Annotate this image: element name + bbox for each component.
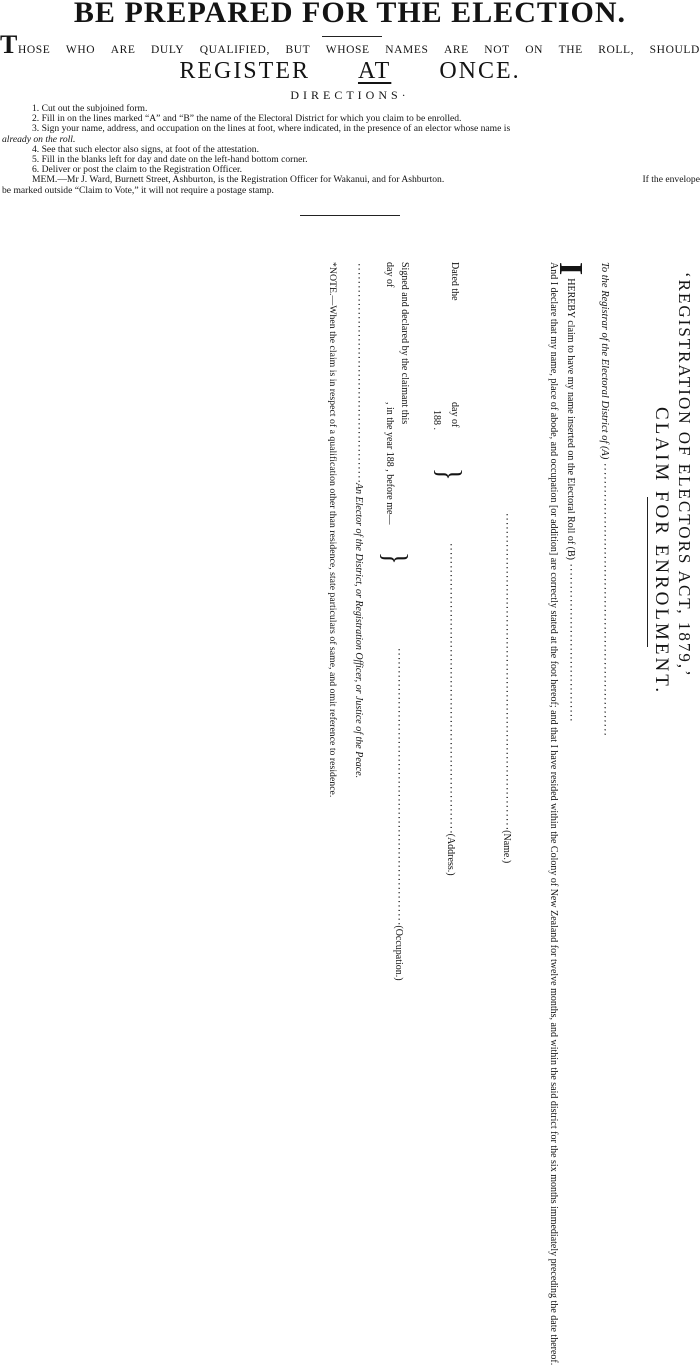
qualified-line [0,30,700,59]
hereby-line [552,262,589,957]
heading-rule [322,36,382,37]
declaration-text: And I declare that my name, place of abode, and occupation [or addition] are correctly stated at the foot hereof; and that I have resided within the Colony of New Zealand for twelve months, and within the said district for the six months immediately preceding the date thereof. [548,262,559,1365]
dated-label: Dated the [449,262,460,301]
direction-item: already on the roll. [2,134,76,145]
memo-text: If the envelope [642,174,700,186]
register-word: ONCE. [439,58,521,84]
direction-item: 4. See that such elector also signs, at foot of the attestation. [32,144,259,155]
directions-list [2,104,700,196]
line1-word: ROLL, [598,44,635,56]
line1-word: DULY [151,44,185,56]
register-word: AT [357,58,392,84]
day-of-label: day of [449,402,460,428]
name-line [501,512,512,863]
drop-cap: T [0,30,18,59]
dotted-line: ···································· [565,562,575,722]
line1-word: ARE [443,44,469,56]
headline: BE PREPARED FOR THE ELECTION. [73,0,627,29]
claim-form [88,262,700,1365]
footnote: *NOTE.—When the claim is in respect of a qualification other than residence, state particulars of same, and omit reference to residence. [327,262,338,798]
occupation-line [393,647,404,981]
direction-item: 5. Fill in the blanks left for day and date on the left-hand bottom corner. [32,155,308,166]
memo-text: MEM.—Mr J. Ward, Burnett Street, Ashburton, is the Registration Officer for Wakanui, and for Ashburton. [32,174,445,186]
dotted-line: ·················································· [353,262,363,483]
drop-cap-i: I [552,262,589,276]
line1-word: ARE [110,44,136,56]
dotted-line: ······························································· [393,647,403,926]
address-label: (Address.) [445,833,456,876]
occupation-label: (Occupation.) [393,925,404,981]
line1-word: BUT [285,44,311,56]
elector-text: An Elector of the District, or Registration Officer, or Justice of the Peace. [353,482,364,779]
signed-line: Signed and declared by the claimant this [399,262,410,425]
elector-line [353,262,364,778]
claim-title: CLAIM FOR ENROLMENT. [651,407,672,696]
to-registrar-line [599,262,610,736]
dotted-line: ·································································· [445,542,455,834]
brace-icon: } [430,468,469,481]
address-line [445,542,456,876]
line1-word: SHOULD [649,44,700,56]
line1-word: WHO [65,44,96,56]
act-title: ‘REGISTRATION OF ELECTORS ACT, 1879,’ [675,272,694,678]
line1-word: THE [558,44,583,56]
to-registrar-text: To the Registrar of the Electoral District of (A) [599,262,610,460]
line1-word: NAMES [385,44,429,56]
register-heading [0,58,700,85]
dotted-line: ········································································ [501,512,511,831]
direction-item: 3. Sign your name, address, and occupation on the lines at foot, where indicated, in the presence of an elector whose name is [32,124,511,135]
memo-line [2,175,700,185]
in-year-line: , in the year 188 , before me— [384,402,395,525]
name-label: (Name.) [501,830,512,864]
directions-title: DIRECTIONS· [290,88,410,102]
year-label: 188 . [431,410,442,430]
line1-word: WHOSE [325,44,370,56]
dotted-line: ······························································ [599,461,609,736]
direction-item: 1. Cut out the subjoined form. [32,104,148,114]
line1-word: HOSE [17,44,51,56]
section-rule [300,215,400,216]
title-rule [647,497,648,647]
day-of-label: day of [384,262,395,288]
direction-item: 2. Fill in on the lines marked “A” and “B” the name of the Electoral District for which you claim to be enrolled. [32,114,462,125]
line1-word: ON [525,44,544,56]
line1-word: NOT [484,44,510,56]
hereby-text: HEREBY claim to have my name inserted on the Electoral Roll of (B) [565,278,576,561]
brace-icon: } [376,552,415,565]
memo-continuation: be marked outside “Claim to Vote,” it will not require a postage stamp. [2,185,274,196]
register-word: REGISTER [179,58,310,84]
direction-item: 6. Deliver or post the claim to the Registration Officer. [32,165,243,176]
line1-word: QUALIFIED, [199,44,270,56]
